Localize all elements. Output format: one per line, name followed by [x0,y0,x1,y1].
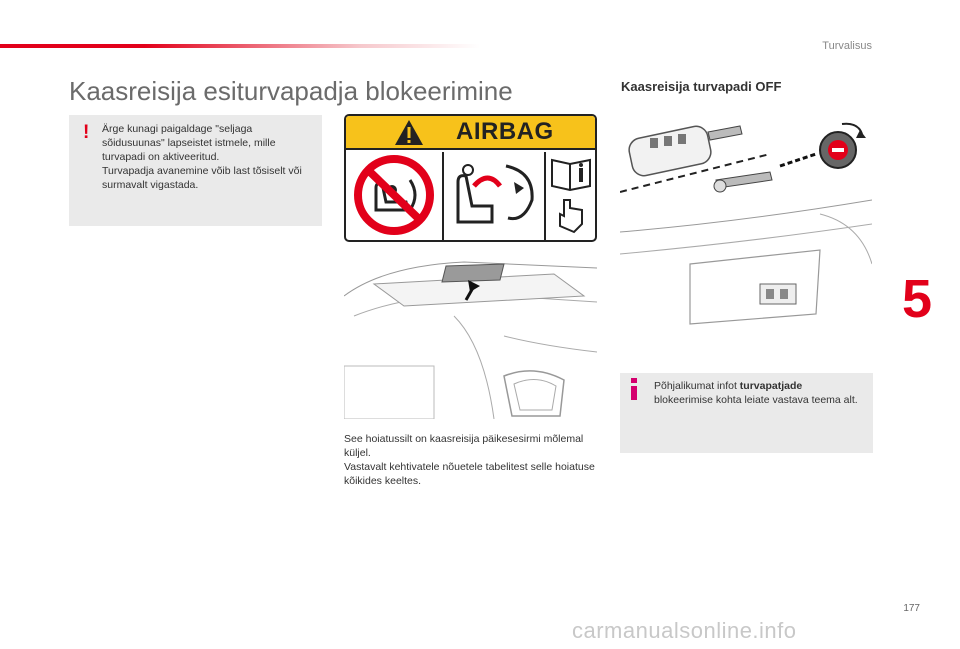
info-text-suffix: blokeerimise kohta leiate vastava teema alt. [654,394,858,406]
info-text-bold: turvapatjade [739,380,803,392]
airbag-label-header [346,116,595,150]
info-icon [630,378,638,400]
sun-visor-illustration [344,256,597,419]
warning-box [69,115,322,226]
read-manual-icon [546,152,597,240]
section-title: Turvalisus [822,40,872,52]
page-title: Kaasreisija esiturvapadja blokeerimine [69,76,513,106]
warning-text: Ärge kunagi paigaldage "seljaga sõidusuunas" lapseistet istmele, mille turvapadi on aktiveeritud. Turvapadja avanemine võib last tõsiselt või surmavalt vigastada. [102,123,302,191]
info-box [620,373,873,453]
warning-triangle-icon [394,119,424,146]
airbag-word: AIRBAG [456,118,554,145]
info-text-prefix: Põhjalikumat infot [654,380,740,392]
airbag-key-switch-illustration [620,114,872,334]
chapter-number: 5 [901,269,932,329]
no-rear-facing-seat-icon [346,152,444,240]
header-red-bar [0,44,480,48]
section-subtitle: Kaasreisija turvapadi OFF [621,79,782,94]
page-number: 177 [903,603,920,614]
airbag-deploy-icon [444,152,546,240]
warning-icon: ! [83,122,90,143]
airbag-warning-label [344,114,597,242]
watermark-text: carmanualsonline.info [572,618,797,643]
info-text [654,379,862,407]
visor-caption: See hoiatussilt on kaasreisija päikesesirmi mõlemal küljel. Vastavalt kehtivatele nõuetele tabelitest selle hoiatuse kõikides keeltes. [344,433,595,487]
